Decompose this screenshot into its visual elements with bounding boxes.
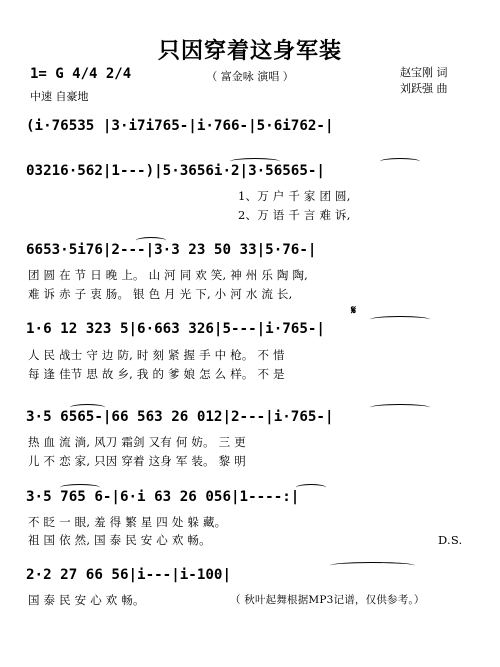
- lyrics-line-2a: 1、万 户 千 家 团 圆,: [238, 189, 351, 203]
- slur-mark: [380, 158, 420, 165]
- lyrics-line-6a: 不 眨 一 眼, 羞 得 繁 星 四 处 躲 藏。: [28, 515, 227, 529]
- lyrics-line-3a: 团 圆 在 节 日 晚 上。 山 河 同 欢 笑, 神 州 乐 陶 陶,: [28, 268, 308, 282]
- composer-credit: 刘跃强 曲: [400, 82, 448, 95]
- segno-icon: 𝄋: [351, 303, 357, 317]
- performer: （ 富金咏 演唱 ）: [206, 70, 294, 83]
- score-line-3: 6653·5i76|2---|3·3 23 50 33|5·76-|: [26, 242, 317, 258]
- slur-mark: [370, 316, 430, 323]
- lyrics-line-3b: 难 诉 赤 子 衷 肠。 银 色 月 光 下, 小 河 水 流 长,: [28, 287, 293, 301]
- lyrics-line-2b: 2、万 语 千 言 难 诉,: [238, 208, 351, 222]
- slur-mark: [230, 158, 280, 165]
- slur-mark: [330, 562, 415, 569]
- slur-mark: [136, 237, 166, 244]
- tempo-marking: 中速 自豪地: [30, 90, 89, 103]
- score-line-4: 1·6 12 323 5|6·663 326|5---|i·765-|: [26, 321, 325, 337]
- lyrics-line-4b: 每 逢 佳节 思 故 乡, 我 的 爹 娘 怎 么 样。 不 是: [28, 367, 285, 381]
- slur-mark: [296, 484, 326, 491]
- lyrics-line-7: 国 泰 民 安 心 欢 畅。: [28, 593, 145, 607]
- lyrics-line-4a: 人 民 战士 守 边 防, 时 刻 紧 握 手 中 枪。 不 惜: [28, 348, 285, 362]
- score-line-7: 2·2 27 66 56|i---|i-100|: [26, 567, 231, 583]
- song-title: 只因穿着这身军装: [157, 39, 342, 64]
- key-signature: 1= G 4/4 2/4: [30, 66, 132, 82]
- score-line-6: 3·5 765 6-|6·i 63 26 056|1----:|: [26, 489, 300, 505]
- slur-mark: [60, 484, 100, 491]
- score-line-1: (i·76535 |3·i7i765-|i·766-|5·6i762-|: [26, 118, 334, 134]
- slur-mark: [370, 404, 430, 411]
- lyrics-line-5b: 儿 不 恋 家, 只因 穿着 这身 军 装。 黎 明: [28, 454, 246, 468]
- score-line-2: 03216·562|1---)|5·3656i·2|3·56565-|: [26, 163, 325, 179]
- transcription-note: （ 秋叶起舞根据MP3记谱，仅供参考。）: [230, 594, 425, 606]
- lyricist-credit: 赵宝刚 词: [400, 66, 448, 79]
- score-line-5: 3·5 6565-|66 563 26 012|2---|i·765-|: [26, 409, 334, 425]
- lyrics-line-6b: 祖 国 依 然, 国 泰 民 安 心 欢 畅。: [28, 533, 211, 547]
- dal-segno-mark: D.S.: [438, 533, 463, 547]
- slur-mark: [70, 404, 105, 411]
- lyrics-line-5a: 热 血 流 淌, 风刀 霜剑 又有 何 妨。 三 更: [28, 435, 246, 449]
